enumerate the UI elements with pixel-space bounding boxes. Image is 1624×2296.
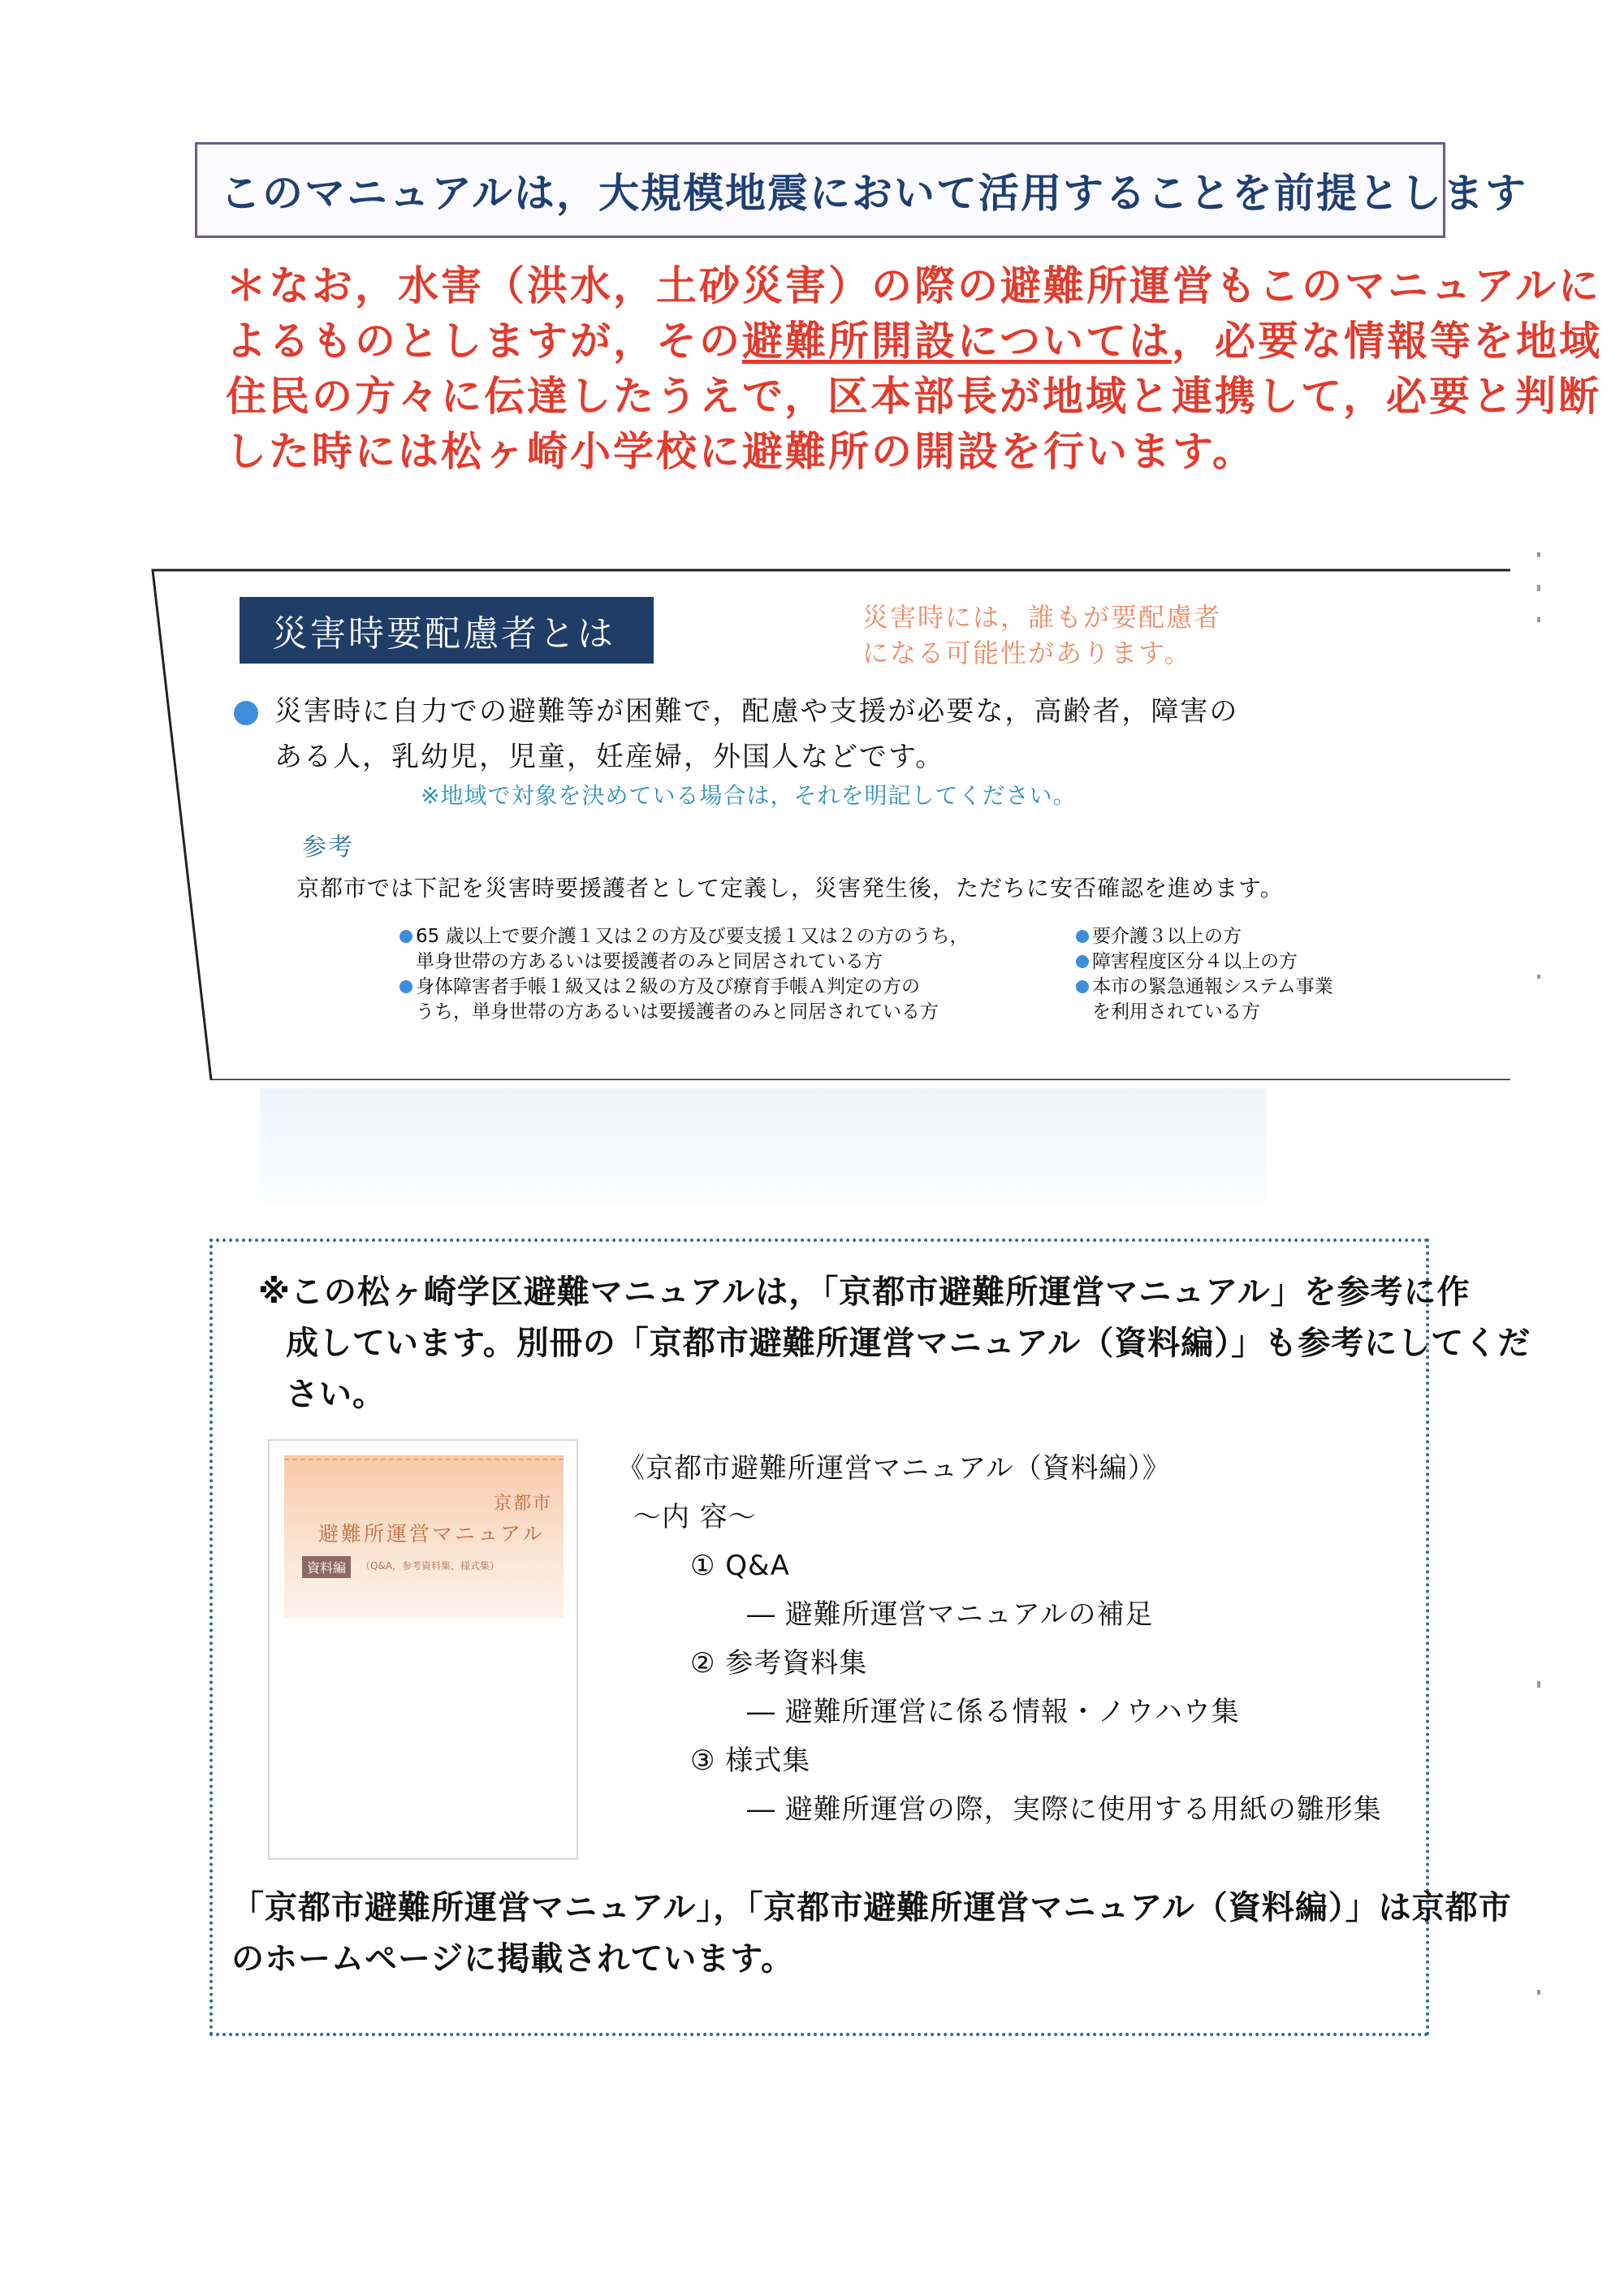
care-definition-line: 災害時に自力での避難等が困難で，配慮や支援が必要な，高齢者，障害の (274, 695, 1239, 728)
contents-heading: 《京都市避難所運営マニュアル（資料編）》 (617, 1452, 1171, 1485)
criteria-line: 身体障害者手帳１級又は２級の方及び療育手帳Ａ判定の方の (416, 976, 920, 997)
criteria-line: を利用されている方 (1092, 1001, 1260, 1023)
contents-list (617, 1444, 1382, 1834)
bullet-icon (1076, 930, 1089, 943)
criteria-line: 65 歳以上で要介護１又は２の方及び要支援１又は２の方のうち， (416, 926, 969, 947)
criteria-item (1076, 924, 1333, 949)
cover-tag: 資料編 (302, 1556, 351, 1578)
criteria-line: 障害程度区分４以上の方 (1092, 951, 1298, 972)
flood-note (226, 258, 1602, 479)
care-side-note (862, 599, 1236, 671)
flood-note-line: した時には松ヶ崎小学校に避難所の開設を行います。 (226, 428, 1255, 475)
reference-paragraph-line: 成しています。別冊の「京都市避難所運営マニュアル（資料編）」も参考にしてくだ (286, 1325, 1531, 1362)
flood-note-line (226, 313, 1602, 369)
homepage-note-line: 「京都市避難所運営マニュアル」，「京都市避難所運営マニュアル（資料編）」は京都市 (231, 1889, 1512, 1926)
care-definition (274, 689, 1330, 780)
criteria-item (400, 975, 969, 1025)
scan-mark (1537, 585, 1540, 591)
contents-item: ③ 様式集 (690, 1745, 811, 1777)
contents-item: ① Q&A (690, 1550, 790, 1582)
local-target-note: ※地域で対象を決めている場合は，それを明記してください。 (421, 782, 1077, 809)
bullet-icon (1076, 955, 1089, 968)
homepage-note (231, 1883, 1512, 1985)
faint-background-block (260, 1088, 1267, 1202)
care-side-note-line: 災害時には，誰もが要配慮者 (862, 602, 1222, 633)
criteria-item (1076, 975, 1333, 1025)
care-recipients-title: 災害時要配慮者とは (240, 597, 654, 664)
flood-note-line: 住民の方々に伝達したうえで，区本部長が地域と連携して，必要と判断 (226, 373, 1601, 420)
cover-dash-line (284, 1459, 564, 1460)
scan-mark (1537, 1990, 1540, 1995)
manual-cover-image (268, 1439, 578, 1860)
reference-paragraph (258, 1267, 1531, 1420)
care-side-note-line: になる可能性があります。 (862, 638, 1192, 668)
contents-subheading: ～内 容～ (633, 1501, 757, 1533)
flood-note-text: よるものとしますが，その (226, 318, 742, 365)
bullet-icon (1076, 980, 1089, 993)
cover-city: 京都市 (493, 1494, 552, 1514)
bullet-icon (400, 980, 412, 993)
contents-item-desc: ― 避難所運営マニュアルの補足 (747, 1598, 1154, 1631)
cover-subtitle: （Q&A，参考資料集，様式集） (361, 1560, 500, 1572)
contents-item-desc: ― 避難所運営に係る情報・ノウハウ集 (747, 1696, 1240, 1728)
criteria-item (400, 924, 969, 975)
flood-note-line: ＊なお，水害（洪水，土砂災害）の際の避難所運営もこのマニュアルに (226, 262, 1601, 309)
scan-mark (1537, 975, 1540, 979)
criteria-line: 本市の緊急通報システム事業 (1092, 976, 1333, 997)
criteria-line: うち，単身世帯の方あるいは要援護者のみと同居されている方 (416, 1001, 939, 1023)
scan-mark (1537, 552, 1540, 557)
homepage-note-line: のホームページに掲載されています。 (231, 1940, 794, 1978)
reference-label: 参考 (302, 833, 354, 862)
flood-note-text: ，必要な情報等を地域 (1172, 318, 1602, 365)
bullet-icon (400, 930, 412, 943)
reference-paragraph-line: ※この松ヶ崎学区避難マニュアルは，「京都市避難所運営マニュアル」を参考に作 (258, 1273, 1471, 1311)
scan-mark (1537, 1681, 1540, 1688)
criteria-line: 要介護３以上の方 (1092, 926, 1242, 947)
reference-paragraph-line: さい。 (286, 1376, 386, 1413)
care-definition-line: ある人，乳幼児，児童，妊産婦，外国人などです。 (274, 741, 945, 773)
criteria-line: 単身世帯の方あるいは要援護者のみと同居されている方 (416, 951, 883, 972)
premise-banner-text: このマニュアルは，大規模地震において活用することを前提とします (220, 170, 1527, 217)
premise-banner (195, 142, 1527, 238)
criteria-item (1076, 949, 1333, 975)
contents-item: ② 参考資料集 (690, 1647, 868, 1680)
reference-sentence: 京都市では下記を災害時要援護者として定義し，災害発生後，ただちに安否確認を進めます。 (296, 875, 1284, 902)
cover-title: 避難所運営マニュアル (318, 1522, 546, 1546)
scan-mark (1537, 617, 1540, 622)
flood-note-underlined-text: 避難所開設については (742, 318, 1172, 365)
bullet-icon (234, 701, 258, 725)
criteria-list-left (400, 924, 969, 1025)
contents-item-desc: ― 避難所運営の際，実際に使用する用紙の雛形集 (747, 1793, 1382, 1826)
criteria-list-right (1076, 924, 1333, 1025)
